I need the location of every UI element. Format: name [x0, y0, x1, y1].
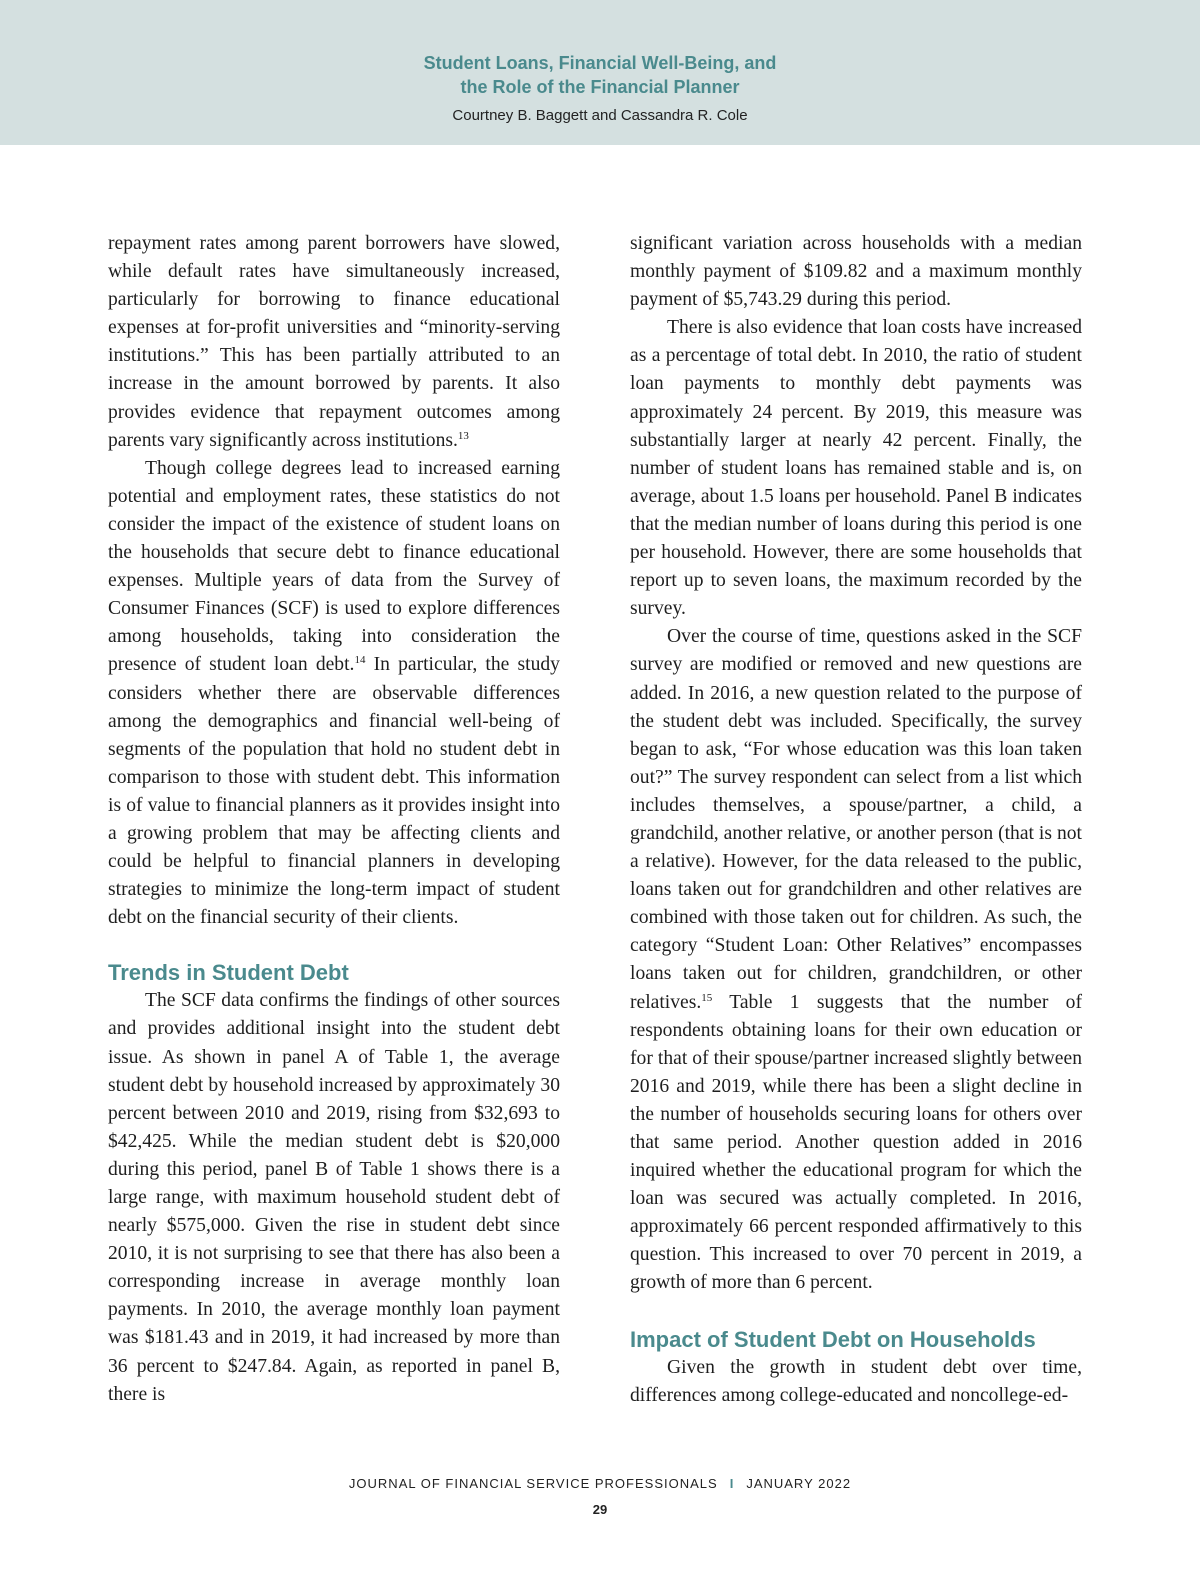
article-authors: Courtney B. Baggett and Cassandra R. Cole — [452, 107, 748, 124]
left-paragraph-2-text-b: In particular, the study considers whether there are observable differences among the demographics and financial well-being of segments of the population that hold no student debt in comparison to those with student debt. This information is of value to financial planners as it provides insight into a growing problem that may be affecting clients and could be helpful to financial planners in developing strategies to minimize the long-term impact of student debt on the financial security of their clients. — [108, 654, 560, 929]
left-paragraph-2-text-a: Though college degrees lead to increased earning potential and employment rates, these statistics do not consider the impact of the existence of student loans on the households that secure debt to finance educational expenses. Multiple years of data from the Survey of Consumer Finances (SCF) is used to explore differences among households, taking into consideration the presence of student loan debt. — [108, 457, 560, 676]
left-paragraph-2 — [108, 455, 560, 933]
left-paragraph-3: The SCF data confirms the findings of other sources and provides additional insight into the student debt issue. As shown in panel A of Table 1, the average student debt by household increased by approximately 30 percent between 2010 and 2019, rising from $32,693 to $42,425. While the median student debt is $20,000 during this period, panel B of Table 1 shows there is a large range, with maximum household student debt of nearly $575,000. Given the rise in student debt since 2010, it is not surprising to see that there has also been a corresponding increase in average monthly loan payments. In 2010, the average monthly loan payment was $181.43 and in 2019, it had increased by more than 36 percent to $247.84. Again, as reported in panel B, there is — [108, 990, 560, 1405]
right-paragraph-3 — [630, 623, 1082, 1297]
article-title-line-1: Student Loans, Financial Well-Being, and — [423, 53, 777, 73]
running-header — [0, 0, 1200, 145]
left-paragraph-1 — [108, 230, 560, 455]
right-paragraph-4: Given the growth in student debt over time, differences among college-educated and noncollege-ed- — [630, 1356, 1082, 1406]
right-paragraph-3-text-b: Table 1 suggests that the number of respondents obtaining loans for their own education or for that of their spouse/partner increased slightly between 2016 and 2019, while there has been a slight decline in the number of households securing loans for others over that same period. Another question added in 2016 inquired whether the educational program for which the loan was secured was actually completed. In 2016, approximately 66 percent responded affirmatively to this question. This increased to over 70 percent in 2019, a growth of more than 6 percent. — [630, 991, 1082, 1294]
right-column — [630, 230, 1082, 1410]
footnote-ref-13: 13 — [457, 429, 469, 442]
section-heading-trends: Trends in Student Debt — [108, 960, 349, 986]
left-column — [108, 230, 560, 1409]
footnote-ref-14: 14 — [354, 654, 366, 667]
running-footer — [0, 1476, 1200, 1491]
left-paragraph-1-text: repayment rates among parent borrowers have slowed, while default rates have simultaneously increased, particularly for borrowing to finance educational expenses at for-profit universities and “minority-serving institutions.” This has been partially attributed to an increase in the amount borrowed by parents. It also provides evidence that repayment outcomes among parents vary significantly across institutions. — [108, 233, 560, 451]
issue-date: JANUARY 2022 — [746, 1476, 852, 1491]
page-number: 29 — [592, 1502, 608, 1517]
journal-name: JOURNAL OF FINANCIAL SERVICE PROFESSIONALS — [348, 1476, 718, 1491]
footer-separator: I — [729, 1476, 735, 1491]
section-heading-impact: Impact of Student Debt on Households — [630, 1326, 1036, 1352]
right-paragraph-1: significant variation across households with a median monthly payment of $109.82 and a maximum monthly payment of $5,743.29 during this period. — [630, 233, 1082, 311]
footnote-ref-15: 15 — [701, 991, 713, 1004]
right-paragraph-3-text-a: Over the course of time, questions asked in the SCF survey are modified or removed and new questions are added. In 2016, a new question related to the purpose of the student debt was included. Specifically, the survey began to ask, “For whose education was this loan taken out?” The survey respondent can select from a list which includes themselves, a spouse/partner, a child, a grandchild, another relative, or another person (that is not a relative). However, for the data released to the public, loans taken out for grandchildren and other relatives are combined with those taken out for children. As such, the category “Student Loan: Other Relatives” encompasses loans taken out for children, grandchildren, or other relatives. — [630, 626, 1082, 1013]
article-title-line-2: the Role of the Financial Planner — [460, 77, 740, 97]
right-paragraph-2: There is also evidence that loan costs have increased as a percentage of total debt. In 2010, the ratio of student loan payments to monthly debt payments was approximately 24 percent. By 2019, this measure was substantially larger at nearly 42 percent. Finally, the number of student loans has remained stable and is, on average, about 1.5 loans per household. Panel B indicates that the median number of loans during this period is one per household. However, there are some households that report up to seven loans, the maximum recorded by the survey. — [630, 317, 1082, 620]
